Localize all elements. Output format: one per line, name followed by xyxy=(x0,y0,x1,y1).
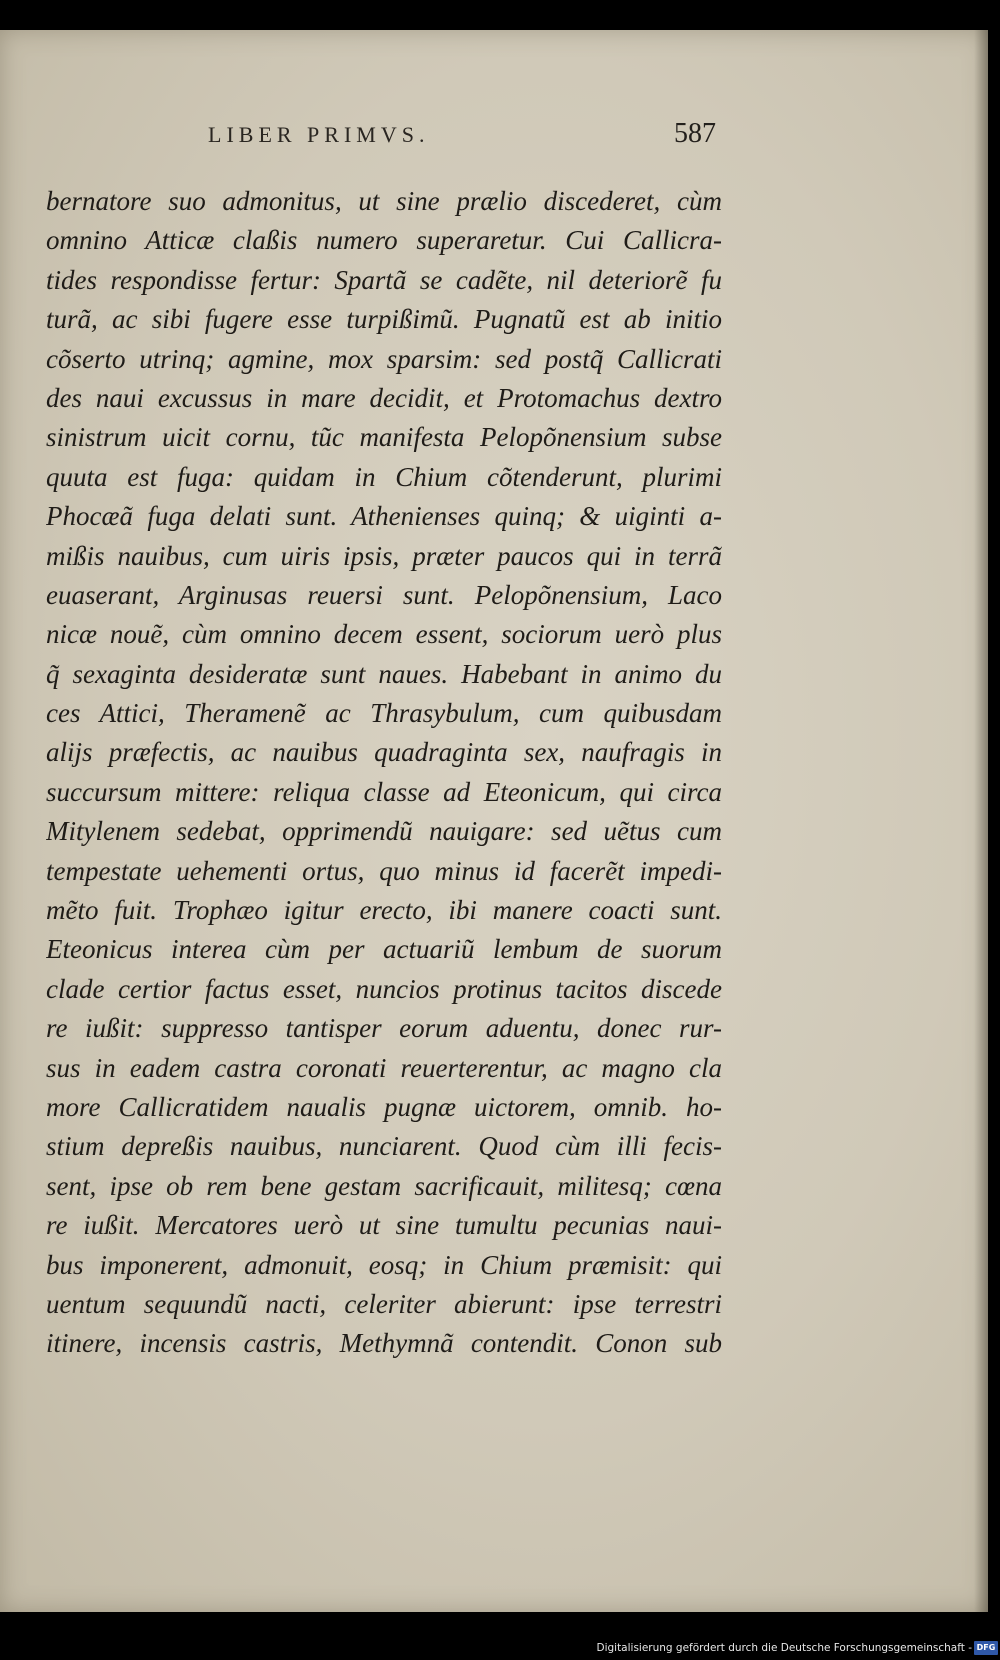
text-line: turã, ac sibi fugere esse turpißimũ. Pugnatũ est ab initio xyxy=(46,304,722,335)
text-line: Phocæã fuga delati sunt. Athenienses quinq; & uiginti a- xyxy=(46,501,722,532)
text-line: more Callicratidem naualis pugnæ uictorem, omnib. ho- xyxy=(46,1091,722,1122)
text-line: cõserto utrinq; agmine, mox sparsim: sed postq̃ Callicrati xyxy=(46,343,722,374)
text-line: mißis nauibus, cum uiris ipsis, præter paucos qui in terrã xyxy=(46,540,722,571)
text-line: ces Attici, Theramenẽ ac Thrasybulum, cum quibusdam xyxy=(46,698,722,729)
text-line: sus in eadem castra coronati reuerterentur, ac magno cla xyxy=(46,1052,722,1083)
text-line: Mitylenem sedebat, opprimendũ nauigare: sed uẽtus cum xyxy=(46,816,722,847)
text-line: bernatore suo admonitus, ut sine prælio discederet, cùm xyxy=(46,186,722,216)
page-edge-shadow xyxy=(974,30,988,1612)
text-line: succursum mittere: reliqua classe ad Eteonicum, qui circa xyxy=(46,776,722,807)
text-line: alijs præfectis, ac nauibus quadraginta sex, naufragis in xyxy=(46,737,722,768)
text-line: Eteonicus interea cùm per actuariũ lembum de suorum xyxy=(46,934,722,965)
text-line: tides respondisse fertur: Spartã se cadẽte, nil deteriorẽ fu xyxy=(46,264,722,295)
text-line: sent, ipse ob rem bene gestam sacrificauit, militesq; cœna xyxy=(46,1170,722,1201)
text-line: re iußit: suppresso tantisper eorum aduentu, donec rur- xyxy=(46,1013,722,1044)
funding-credit: Digitalisierung gefördert durch die Deutsche Forschungsgemeinschaft - xyxy=(596,1642,972,1654)
text-line: euaserant, Arginusas reuersi sunt. Pelopõnensium, Laco xyxy=(46,579,722,610)
text-line: uentum sequundũ nacti, celeriter abierunt: ipse terrestri xyxy=(46,1288,722,1319)
text-line: tempestate uehementi ortus, quo minus id facerẽt impedi- xyxy=(46,855,722,886)
page-number: 587 xyxy=(674,118,716,149)
text-line: nicæ nouẽ, cùm omnino decem essent, sociorum uerò plus xyxy=(46,619,722,650)
text-line: re iußit. Mercatores uerò ut sine tumultu pecunias naui- xyxy=(46,1210,722,1241)
book-page xyxy=(0,30,988,1612)
text-line: clade certior factus esset, nuncios protinus tacitos discede xyxy=(46,973,722,1004)
footer-bar xyxy=(0,1612,1000,1660)
text-line: itinere, incensis castris, Methymnã contendit. Conon sub xyxy=(46,1328,722,1359)
text-line: des naui excussus in mare decidit, et Protomachus dextro xyxy=(46,382,722,413)
text-line: quuta est fuga: quidam in Chium cõtenderunt, plurimi xyxy=(46,461,722,492)
running-head-title: LIBER PRIMVS. xyxy=(208,122,430,147)
text-line: bus imponerent, admonuit, eosq; in Chium præmisit: qui xyxy=(46,1249,722,1280)
dfg-logo: DFG xyxy=(974,1641,998,1655)
text-line: stium depreßis nauibus, nunciarent. Quod cùm illi fecis- xyxy=(46,1131,722,1162)
text-line: sinistrum uicit cornu, tũc manifesta Pelopõnensium subse xyxy=(46,422,722,453)
text-line: q̃ sexaginta desideratæ sunt naues. Habebant in animo du xyxy=(46,658,722,689)
body-text xyxy=(46,182,722,1364)
text-line: mẽto fuit. Trophæo igitur erecto, ibi manere coacti sunt. xyxy=(46,895,722,926)
text-line: omnino Atticæ claßis numero superaretur. Cui Callicra- xyxy=(46,225,722,256)
running-head xyxy=(48,118,716,158)
